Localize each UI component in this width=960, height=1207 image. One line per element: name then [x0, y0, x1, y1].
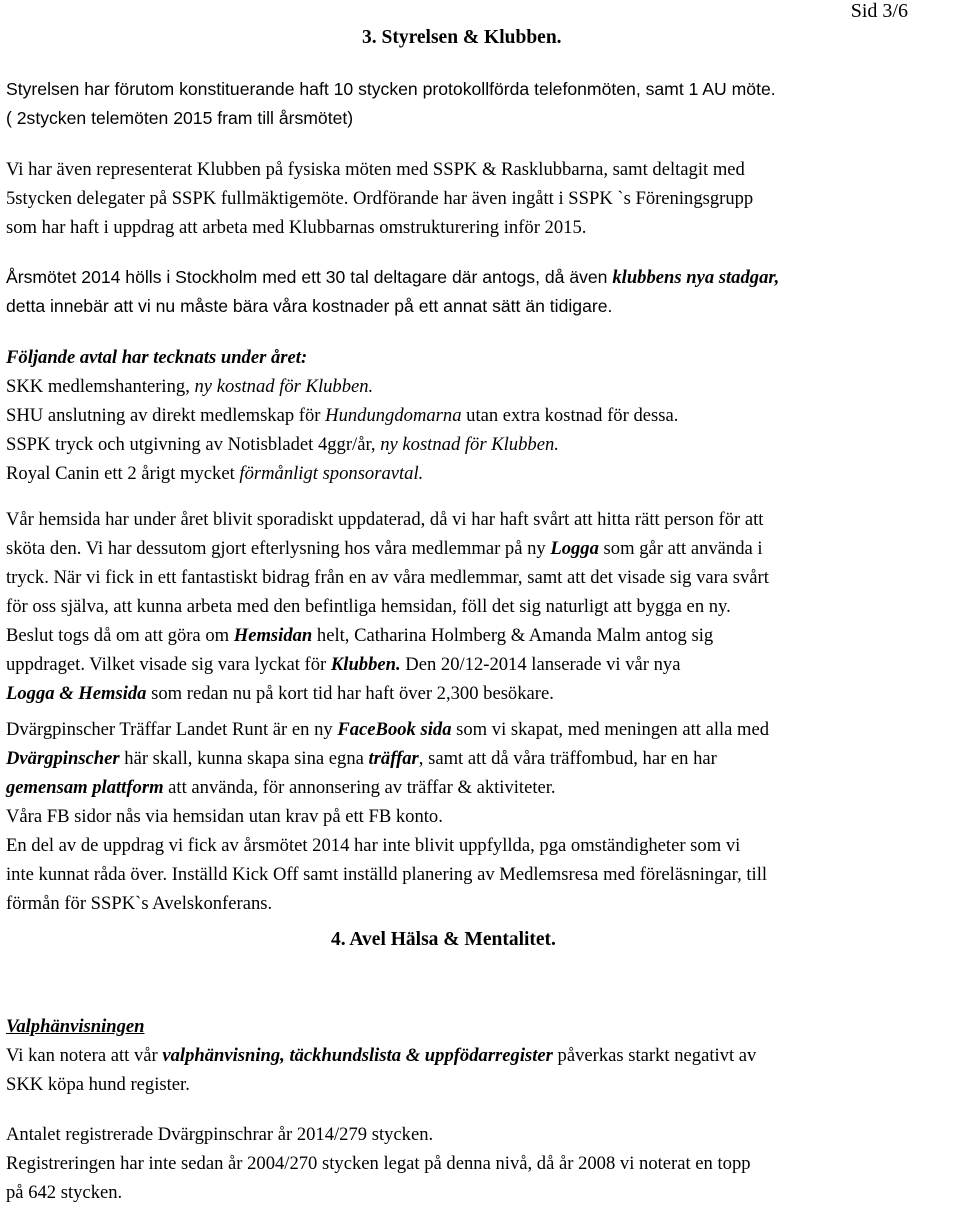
- text-span: valphänvisning, täckhundslista & uppfödarregister: [162, 1045, 553, 1066]
- puppy-referral-block: [6, 1012, 956, 1099]
- text-span: förmånligt sponsoravtal.: [239, 463, 424, 484]
- text-line: [6, 1041, 956, 1070]
- text-span: ny kostnad för Klubben.: [194, 376, 374, 397]
- section-4-title: 4. Avel Hälsa & Mentalitet.: [331, 929, 556, 950]
- text-line: på 642 stycken.: [6, 1182, 123, 1203]
- text-span: uppdraget. Vilket visade sig vara lyckat för: [6, 654, 331, 675]
- agreements-block: [6, 343, 956, 488]
- text-line: Styrelsen har förutom konstituerande haft 10 stycken protokollförda telefonmöten, samt 1 AU möte.: [6, 79, 776, 99]
- text-span: Hundungdomarna: [325, 405, 462, 426]
- text-span: som redan nu på kort tid har haft över 2,300 besökare.: [146, 683, 554, 704]
- text-line: detta innebär att vi nu måste bära våra kostnader på ett annat sätt än tidigare.: [6, 296, 613, 316]
- text-span: Den 20/12-2014 lanserade vi vår nya: [400, 654, 681, 675]
- text-line: tryck. När vi fick in ett fantastiskt bidrag från en av våra medlemmar, samt att det visade sig vara svårt: [6, 567, 769, 588]
- text-line: [6, 263, 956, 292]
- text-span: som går att använda i: [598, 538, 763, 559]
- text-span: helt, Catharina Holmberg & Amanda Malm antog sig: [312, 625, 714, 646]
- registration-paragraph: [6, 1120, 956, 1207]
- agreements-heading: Följande avtal har tecknats under året:: [6, 347, 308, 368]
- text-line: Vår hemsida har under året blivit sporadiskt uppdaterad, då vi har haft svårt att hitta rätt person för att: [6, 509, 764, 530]
- agreement-item: [6, 459, 956, 488]
- text-line: En del av de uppdrag vi fick av årsmötet 2014 har inte blivit uppfyllda, pga omständigheter som vi: [6, 835, 741, 856]
- text-line: inte kunnat råda över. Inställd Kick Off samt inställd planering av Medlemsresa med föreläsningar, till: [6, 864, 768, 885]
- text-span: Klubben.: [330, 654, 401, 675]
- text-span: SSPK tryck och utgivning av Notisbladet 4ggr/år,: [6, 434, 381, 455]
- agreement-item: [6, 430, 956, 459]
- text-span: Logga: [550, 538, 599, 559]
- section-3-title: 3. Styrelsen & Klubben.: [362, 27, 562, 48]
- text-span: som vi skapat, med meningen att alla med: [451, 719, 770, 740]
- text-span: Dvärgpinscher Träffar Landet Runt är en ny: [6, 719, 338, 740]
- text-line: Registreringen har inte sedan år 2004/270 stycken legat på denna nivå, då år 2008 vi noterat en topp: [6, 1153, 751, 1174]
- text-line: som har haft i uppdrag att arbeta med Klubbarnas omstrukturering inför 2015.: [6, 217, 587, 238]
- text-span: Vi kan notera att vår: [6, 1045, 163, 1066]
- intro-paragraph: [6, 75, 956, 133]
- text-span: SKK medlemshantering,: [6, 376, 195, 397]
- text-span: träffar: [368, 748, 419, 769]
- text-line: [6, 773, 956, 802]
- text-line: [6, 744, 956, 773]
- facebook-paragraph: [6, 715, 956, 918]
- text-span: , samt att då våra träffombud, har en har: [418, 748, 717, 769]
- text-span: klubbens nya stadgar,: [612, 267, 780, 288]
- text-line: förmån för SSPK`s Avelskonferans.: [6, 893, 273, 914]
- text-span: ny kostnad för Klubben.: [380, 434, 559, 455]
- text-span: Årsmötet 2014 hölls i Stockholm med ett 30 tal deltagare där antogs, då även: [6, 267, 613, 287]
- text-span: FaceBook sida: [337, 719, 452, 740]
- text-span: att använda, för annonsering av träffar & aktiviteter.: [163, 777, 556, 798]
- agreement-item: [6, 372, 956, 401]
- text-span: Logga & Hemsida: [6, 683, 147, 704]
- text-line: [6, 650, 956, 679]
- text-line: ( 2stycken telemöten 2015 fram till årsmötet): [6, 108, 354, 128]
- text-span: Royal Canin ett 2 årigt mycket: [6, 463, 240, 484]
- text-span: utan extra kostnad för dessa.: [461, 405, 679, 426]
- text-line: 5stycken delegater på SSPK fullmäktigemöte. Ordförande har även ingått i SSPK `s Föreningsgrupp: [6, 188, 754, 209]
- text-line: [6, 715, 956, 744]
- text-line: SKK köpa hund register.: [6, 1074, 190, 1095]
- text-line: [6, 679, 956, 708]
- text-span: påverkas starkt negativt av: [552, 1045, 757, 1066]
- text-line: [6, 621, 956, 650]
- page-number: Sid 3/6: [850, 0, 908, 22]
- text-span: Beslut togs då om att göra om: [6, 625, 234, 646]
- text-line: Vi har även representerat Klubben på fysiska möten med SSPK & Rasklubbarna, samt deltagit med: [6, 159, 745, 180]
- puppy-referral-heading: Valphänvisningen: [6, 1016, 145, 1037]
- agreement-item: [6, 401, 956, 430]
- text-line: Antalet registrerade Dvärgpinschrar år 2014/279 stycken.: [6, 1124, 434, 1145]
- text-span: sköta den. Vi har dessutom gjort efterlysning hos våra medlemmar på ny: [6, 538, 551, 559]
- representation-paragraph: [6, 155, 956, 242]
- text-line: Våra FB sidor nås via hemsidan utan krav på ett FB konto.: [6, 806, 443, 827]
- text-line: för oss själva, att kunna arbeta med den befintliga hemsidan, föll det sig naturligt att bygga en ny.: [6, 596, 731, 617]
- text-span: Hemsidan: [233, 625, 313, 646]
- text-span: SHU anslutning av direkt medlemskap för: [6, 405, 326, 426]
- text-line: [6, 534, 956, 563]
- text-span: gemensam plattform: [6, 777, 164, 798]
- text-span: här skall, kunna skapa sina egna: [119, 748, 369, 769]
- text-span: Dvärgpinscher: [6, 748, 120, 769]
- website-paragraph: [6, 505, 956, 708]
- annual-meeting-paragraph: [6, 263, 956, 321]
